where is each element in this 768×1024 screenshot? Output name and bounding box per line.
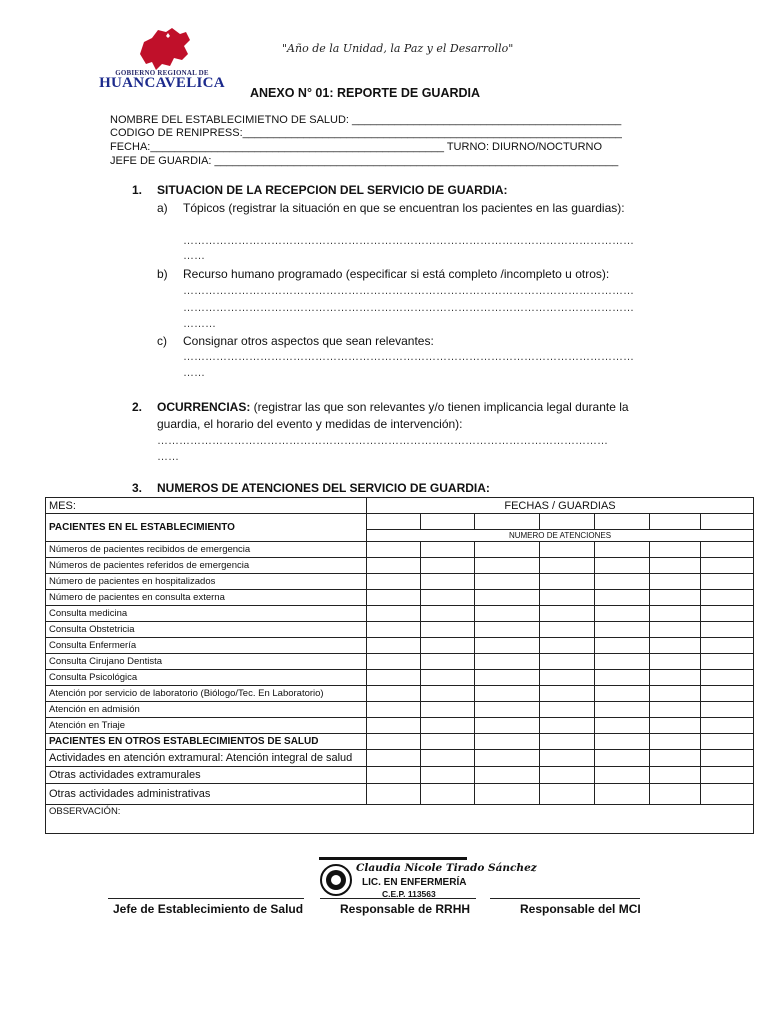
count-cell[interactable]: [595, 542, 650, 558]
count-cell[interactable]: [367, 734, 421, 750]
item-a-letter: a): [157, 201, 168, 215]
count-cell[interactable]: [595, 670, 650, 686]
signature-label-jefe: Jefe de Establecimiento de Salud: [113, 902, 304, 916]
section2-heading: OCURRENCIAS:: [157, 400, 251, 414]
count-cell[interactable]: [595, 767, 650, 784]
count-cell[interactable]: [701, 542, 754, 558]
item-a-dots-1[interactable]: ……………………………………………………………………………………………………………: [183, 235, 634, 247]
date-cell[interactable]: [475, 514, 540, 530]
count-cell[interactable]: [367, 750, 421, 767]
count-cell[interactable]: [595, 590, 650, 606]
row-label: Consulta Enfermería: [46, 638, 367, 654]
item-b-dots-2[interactable]: ……………………………………………………………………………………………………………: [183, 302, 634, 314]
count-cell[interactable]: [650, 638, 701, 654]
count-cell[interactable]: [475, 606, 540, 622]
count-cell[interactable]: [421, 784, 475, 805]
count-cell[interactable]: [475, 670, 540, 686]
date-cell[interactable]: [595, 514, 650, 530]
count-cell[interactable]: [421, 654, 475, 670]
count-cell[interactable]: [421, 606, 475, 622]
count-cell[interactable]: [701, 734, 754, 750]
count-cell[interactable]: [595, 622, 650, 638]
count-cell[interactable]: [650, 702, 701, 718]
section2-text-line2: guardia, el horario del evento y medidas de intervención):: [157, 417, 463, 431]
group-establecimiento: PACIENTES EN EL ESTABLECIMIENTO: [46, 514, 367, 542]
row-label: Atención por servicio de laboratorio (Biólogo/Tec. En Laboratorio): [46, 686, 367, 702]
count-cell[interactable]: [701, 654, 754, 670]
count-cell[interactable]: [701, 574, 754, 590]
count-cell[interactable]: [650, 686, 701, 702]
row-label: Atención en admisión: [46, 702, 367, 718]
count-cell[interactable]: [701, 558, 754, 574]
count-cell[interactable]: [650, 558, 701, 574]
count-cell[interactable]: [650, 574, 701, 590]
count-cell[interactable]: [475, 734, 540, 750]
observacion-row: [46, 805, 754, 834]
item-a-dots-2[interactable]: ……: [183, 250, 205, 262]
count-cell[interactable]: [367, 638, 421, 654]
count-cell[interactable]: [475, 574, 540, 590]
section2-dots-2[interactable]: ……: [157, 451, 179, 463]
item-c-dots-1[interactable]: ……………………………………………………………………………………………………………: [183, 351, 634, 363]
section3-number: 3.: [132, 481, 143, 495]
section1-number: 1.: [132, 183, 143, 197]
signature-line-jefe[interactable]: [108, 898, 304, 899]
count-cell[interactable]: [475, 767, 540, 784]
date-cell[interactable]: [421, 514, 475, 530]
count-cell[interactable]: [421, 734, 475, 750]
table-row: [46, 622, 754, 638]
nurse-stamp: [318, 856, 537, 900]
table-row: [46, 767, 754, 784]
count-cell[interactable]: [540, 767, 595, 784]
count-cell[interactable]: [475, 558, 540, 574]
count-cell[interactable]: [701, 622, 754, 638]
date-cell[interactable]: [540, 514, 595, 530]
table-row: [46, 574, 754, 590]
row-label: Atención en Triaje: [46, 718, 367, 734]
count-cell[interactable]: [367, 686, 421, 702]
section3-heading: NUMEROS DE ATENCIONES DEL SERVICIO DE GUARDIA:: [157, 481, 490, 495]
section2-paragraph: [157, 400, 629, 414]
section2-number: 2.: [132, 400, 143, 414]
section1-heading: SITUACION DE LA RECEPCION DEL SERVICIO DE GUARDIA:: [157, 183, 508, 197]
count-cell[interactable]: [540, 542, 595, 558]
count-cell[interactable]: [701, 784, 754, 805]
count-cell[interactable]: [595, 686, 650, 702]
count-cell[interactable]: [475, 686, 540, 702]
table-row: [46, 702, 754, 718]
count-cell[interactable]: [540, 686, 595, 702]
count-cell[interactable]: [595, 784, 650, 805]
signature-label-rrhh: Responsable de RRHH: [340, 902, 471, 916]
row-label: Consulta medicina: [46, 606, 367, 622]
count-cell[interactable]: [367, 590, 421, 606]
mes-label: MES:: [46, 498, 367, 514]
count-cell[interactable]: [701, 750, 754, 767]
count-cell[interactable]: [595, 558, 650, 574]
field-establecimiento[interactable]: NOMBRE DEL ESTABLECIMIETNO DE SALUD: ____________________________________________: [110, 114, 622, 126]
table-header-row: [46, 498, 754, 514]
row-label: Actividades en atención extramural: Atención integral de salud: [46, 750, 367, 767]
count-cell[interactable]: [367, 654, 421, 670]
count-cell[interactable]: [701, 638, 754, 654]
table-row: [46, 686, 754, 702]
date-cells-row: [46, 514, 754, 530]
count-cell[interactable]: [650, 767, 701, 784]
count-cell[interactable]: [650, 784, 701, 805]
signature-line-rrhh[interactable]: [320, 898, 476, 899]
item-c-dots-2[interactable]: ……: [183, 367, 205, 379]
count-cell[interactable]: [475, 622, 540, 638]
count-cell[interactable]: [540, 590, 595, 606]
count-cell[interactable]: [367, 767, 421, 784]
date-cell[interactable]: [650, 514, 701, 530]
row-label: Número de pacientes en hospitalizados: [46, 574, 367, 590]
row-label: Consulta Cirujano Dentista: [46, 654, 367, 670]
count-cell[interactable]: [650, 734, 701, 750]
count-cell[interactable]: [540, 670, 595, 686]
count-cell[interactable]: [475, 542, 540, 558]
count-cell[interactable]: [540, 734, 595, 750]
observacion-field[interactable]: OBSERVACIÓN:: [46, 805, 754, 834]
count-cell[interactable]: [421, 718, 475, 734]
count-cell[interactable]: [701, 606, 754, 622]
count-cell[interactable]: [367, 606, 421, 622]
count-cell[interactable]: [540, 606, 595, 622]
row-label: Otras actividades extramurales: [46, 767, 367, 784]
count-cell[interactable]: [367, 702, 421, 718]
count-cell[interactable]: [367, 558, 421, 574]
count-cell[interactable]: [650, 718, 701, 734]
rows-group2: [46, 750, 754, 805]
count-cell[interactable]: [475, 590, 540, 606]
count-cell[interactable]: [650, 654, 701, 670]
table-row: [46, 654, 754, 670]
item-b-dots-1[interactable]: ……………………………………………………………………………………………………………: [183, 285, 634, 297]
count-cell[interactable]: [421, 702, 475, 718]
count-cell[interactable]: [367, 574, 421, 590]
date-cell[interactable]: [367, 514, 421, 530]
count-cell[interactable]: [421, 670, 475, 686]
count-cell[interactable]: [421, 558, 475, 574]
count-cell[interactable]: [650, 750, 701, 767]
table-row: [46, 750, 754, 767]
count-cell[interactable]: [540, 702, 595, 718]
table-row: [46, 558, 754, 574]
stamp-name: Claudia Nicole Tirado Sánchez: [356, 862, 537, 874]
count-cell[interactable]: [540, 638, 595, 654]
count-cell[interactable]: [475, 750, 540, 767]
table-row: [46, 606, 754, 622]
count-cell[interactable]: [595, 702, 650, 718]
document-title: ANEXO N° 01: REPORTE DE GUARDIA: [250, 86, 481, 100]
count-cell[interactable]: [475, 718, 540, 734]
field-fecha-turno[interactable]: FECHA:________________________________________________ TURNO: DIURNO/NOCTURNO: [110, 141, 603, 153]
count-cell[interactable]: [540, 750, 595, 767]
table-row: [46, 638, 754, 654]
row-label: Números de pacientes recibidos de emergencia: [46, 542, 367, 558]
count-cell[interactable]: [421, 638, 475, 654]
count-cell[interactable]: [421, 750, 475, 767]
group2-row: [46, 734, 754, 750]
rows-group1: [46, 542, 754, 734]
count-cell[interactable]: [701, 718, 754, 734]
count-cell[interactable]: [595, 718, 650, 734]
count-cell[interactable]: [595, 734, 650, 750]
numero-atenciones-label: NUMERO DE ATENCIONES: [367, 530, 754, 542]
count-cell[interactable]: [475, 654, 540, 670]
count-cell[interactable]: [595, 750, 650, 767]
section2-dots-1[interactable]: ……………………………………………………………………………………………………………: [157, 435, 608, 447]
count-cell[interactable]: [595, 606, 650, 622]
count-cell[interactable]: [540, 784, 595, 805]
count-cell[interactable]: [701, 590, 754, 606]
table-row: [46, 670, 754, 686]
count-cell[interactable]: [421, 590, 475, 606]
item-b-letter: b): [157, 267, 168, 281]
count-cell[interactable]: [367, 542, 421, 558]
count-cell[interactable]: [595, 638, 650, 654]
count-cell[interactable]: [421, 542, 475, 558]
stamp-cep: C.E.P. 113563: [382, 889, 436, 899]
row-label: Números de pacientes referidos de emergencia: [46, 558, 367, 574]
table-row: [46, 784, 754, 805]
count-cell[interactable]: [540, 574, 595, 590]
count-cell[interactable]: [650, 670, 701, 686]
count-cell[interactable]: [475, 784, 540, 805]
count-cell[interactable]: [650, 606, 701, 622]
count-cell[interactable]: [421, 767, 475, 784]
count-cell[interactable]: [367, 670, 421, 686]
table-row: [46, 590, 754, 606]
count-cell[interactable]: [367, 784, 421, 805]
motto: "Año de la Unidad, la Paz y el Desarrollo": [282, 42, 514, 55]
table-row: [46, 542, 754, 558]
count-cell[interactable]: [475, 638, 540, 654]
count-cell[interactable]: [540, 654, 595, 670]
count-cell[interactable]: [650, 622, 701, 638]
item-b-dots-3[interactable]: ………: [183, 318, 216, 330]
count-cell[interactable]: [421, 574, 475, 590]
count-cell[interactable]: [701, 670, 754, 686]
item-b-text: Recurso humano programado (especificar si está completo /incompleto u otros):: [183, 267, 610, 281]
count-cell[interactable]: [367, 718, 421, 734]
count-cell[interactable]: [540, 622, 595, 638]
logo-org-line1: GOBIERNO REGIONAL DE: [115, 69, 209, 77]
logo-org-line2: HUANCAVELICA: [99, 75, 225, 91]
attention-table: [45, 497, 754, 834]
count-cell[interactable]: [540, 718, 595, 734]
count-cell[interactable]: [701, 686, 754, 702]
count-cell[interactable]: [421, 622, 475, 638]
section2-text-line1: (registrar las que son relevantes y/o tienen implicancia legal durante la: [250, 400, 629, 414]
signature-label-mci: Responsable del MCI: [520, 902, 641, 916]
item-c-text: Consignar otros aspectos que sean relevantes:: [183, 334, 434, 348]
count-cell[interactable]: [701, 767, 754, 784]
count-cell[interactable]: [650, 590, 701, 606]
count-cell[interactable]: [650, 542, 701, 558]
count-cell[interactable]: [540, 558, 595, 574]
date-cell[interactable]: [701, 514, 754, 530]
count-cell[interactable]: [595, 654, 650, 670]
huancavelica-map-icon: [92, 24, 232, 74]
count-cell[interactable]: [595, 574, 650, 590]
count-cell[interactable]: [421, 686, 475, 702]
count-cell[interactable]: [701, 702, 754, 718]
field-jefe-guardia[interactable]: JEFE DE GUARDIA: __________________________________________________________________: [110, 155, 619, 167]
group-otros-establecimientos: PACIENTES EN OTROS ESTABLECIMIENTOS DE SALUD: [46, 734, 367, 750]
signature-line-mci[interactable]: [490, 898, 640, 899]
count-cell[interactable]: [367, 622, 421, 638]
count-cell[interactable]: [475, 702, 540, 718]
stamp-role: LIC. EN ENFERMERÍA: [362, 877, 467, 888]
item-c-letter: c): [157, 334, 167, 348]
row-label: Consulta Obstetricia: [46, 622, 367, 638]
row-label: Otras actividades administrativas: [46, 784, 367, 805]
field-renipress[interactable]: CODIGO DE RENIPRESS:______________________________________________________________: [110, 127, 622, 139]
row-label: Número de pacientes en consulta externa: [46, 590, 367, 606]
row-label: Consulta Psicológica: [46, 670, 367, 686]
table-row: [46, 718, 754, 734]
fechas-guardias-label: FECHAS / GUARDIAS: [367, 498, 754, 514]
item-a-text: Tópicos (registrar la situación en que se encuentran los pacientes en las guardias):: [183, 201, 625, 215]
